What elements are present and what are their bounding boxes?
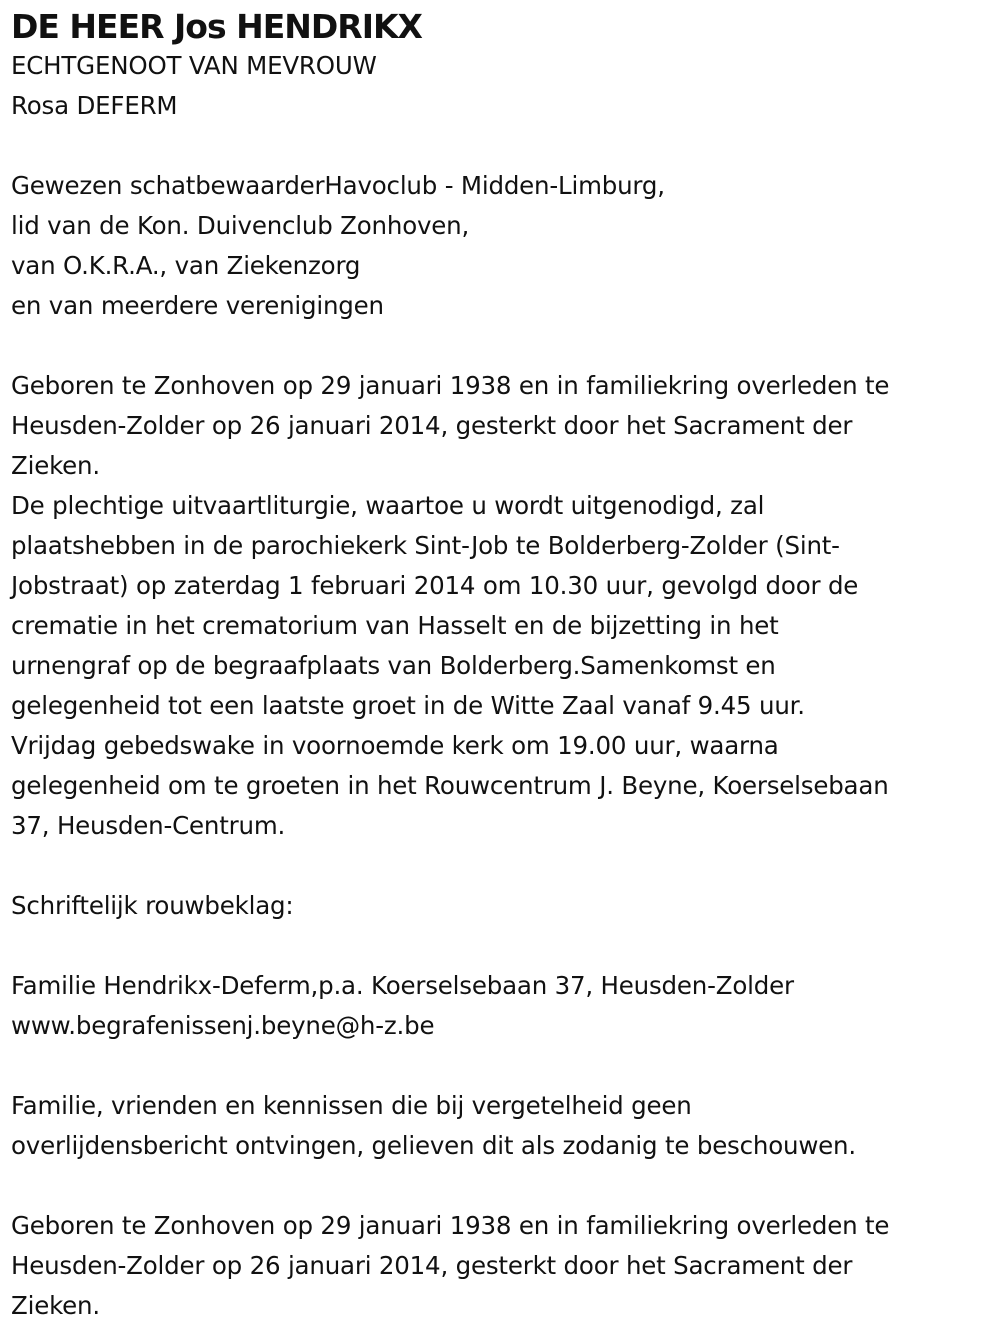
announcement-line: De plechtige uitvaartliturgie, waartoe u wordt uitgenodigd, zal xyxy=(11,491,765,520)
spacer xyxy=(11,326,991,366)
spacer xyxy=(11,126,991,166)
notice-line: overlijdensbericht ontvingen, gelieven dit als zodanig te beschouwen. xyxy=(11,1131,856,1160)
spacer xyxy=(11,846,991,886)
announcement-line: Jobstraat) op zaterdag 1 februari 2014 om 10.30 uur, gevolgd door de xyxy=(11,571,859,600)
repeat-line: Heusden-Zolder op 26 januari 2014, gesterkt door het Sacrament der xyxy=(11,1251,853,1280)
spacer xyxy=(11,1166,991,1206)
memberships-line: Gewezen schatbewaarderHavoclub - Midden-Limburg, xyxy=(11,171,665,200)
notice-line: Familie, vrienden en kennissen die bij vergetelheid geen xyxy=(11,1091,692,1120)
spacer xyxy=(11,1046,991,1086)
announcement-line: urnengraf op de begraafplaats van Bolderberg.Samenkomst en xyxy=(11,651,776,680)
repeat-paragraph xyxy=(11,1206,991,1326)
announcement-line: crematie in het crematorium van Hasselt en de bijzetting in het xyxy=(11,611,779,640)
announcement-line: gelegenheid om te groeten in het Rouwcentrum J. Beyne, Koerselsebaan xyxy=(11,771,889,800)
memberships-paragraph xyxy=(11,166,991,326)
announcement-line: plaatshebben in de parochiekerk Sint-Job te Bolderberg-Zolder (Sint- xyxy=(11,531,840,560)
announcement-line: Heusden-Zolder op 26 januari 2014, gesterkt door het Sacrament der xyxy=(11,411,853,440)
spacer xyxy=(11,926,991,966)
announcement-line: Zieken. xyxy=(11,451,100,480)
announcement-line: Vrijdag gebedswake in voornoemde kerk om 19.00 uur, waarna xyxy=(11,731,779,760)
repeat-line: Geboren te Zonhoven op 29 januari 1938 en in familiekring overleden te xyxy=(11,1211,890,1240)
announcement-line: Geboren te Zonhoven op 29 januari 1938 en in familiekring overleden te xyxy=(11,371,890,400)
contact-paragraph xyxy=(11,966,991,1046)
spouse-name: Rosa DEFERM xyxy=(11,91,178,120)
announcement-line: 37, Heusden-Centrum. xyxy=(11,811,286,840)
contact-email: www.begrafenissenj.beyne@h-z.be xyxy=(11,1011,435,1040)
memberships-line: lid van de Kon. Duivenclub Zonhoven, xyxy=(11,211,470,240)
deceased-name-heading: DE HEER Jos HENDRIKX xyxy=(11,7,422,46)
memberships-line: en van meerdere verenigingen xyxy=(11,291,384,320)
condolence-heading: Schriftelijk rouwbeklag: xyxy=(11,891,294,920)
contact-address: Familie Hendrikx-Deferm,p.a. Koerselsebaan 37, Heusden-Zolder xyxy=(11,971,794,1000)
memberships-line: van O.K.R.A., van Ziekenzorg xyxy=(11,251,361,280)
repeat-line: Zieken. xyxy=(11,1291,100,1320)
notice-paragraph xyxy=(11,1086,991,1166)
obituary-document xyxy=(11,0,991,1326)
announcement-paragraph xyxy=(11,366,991,846)
announcement-line: gelegenheid tot een laatste groet in de Witte Zaal vanaf 9.45 uur. xyxy=(11,691,805,720)
spouse-intro: ECHTGENOOT VAN MEVROUW xyxy=(11,51,377,80)
